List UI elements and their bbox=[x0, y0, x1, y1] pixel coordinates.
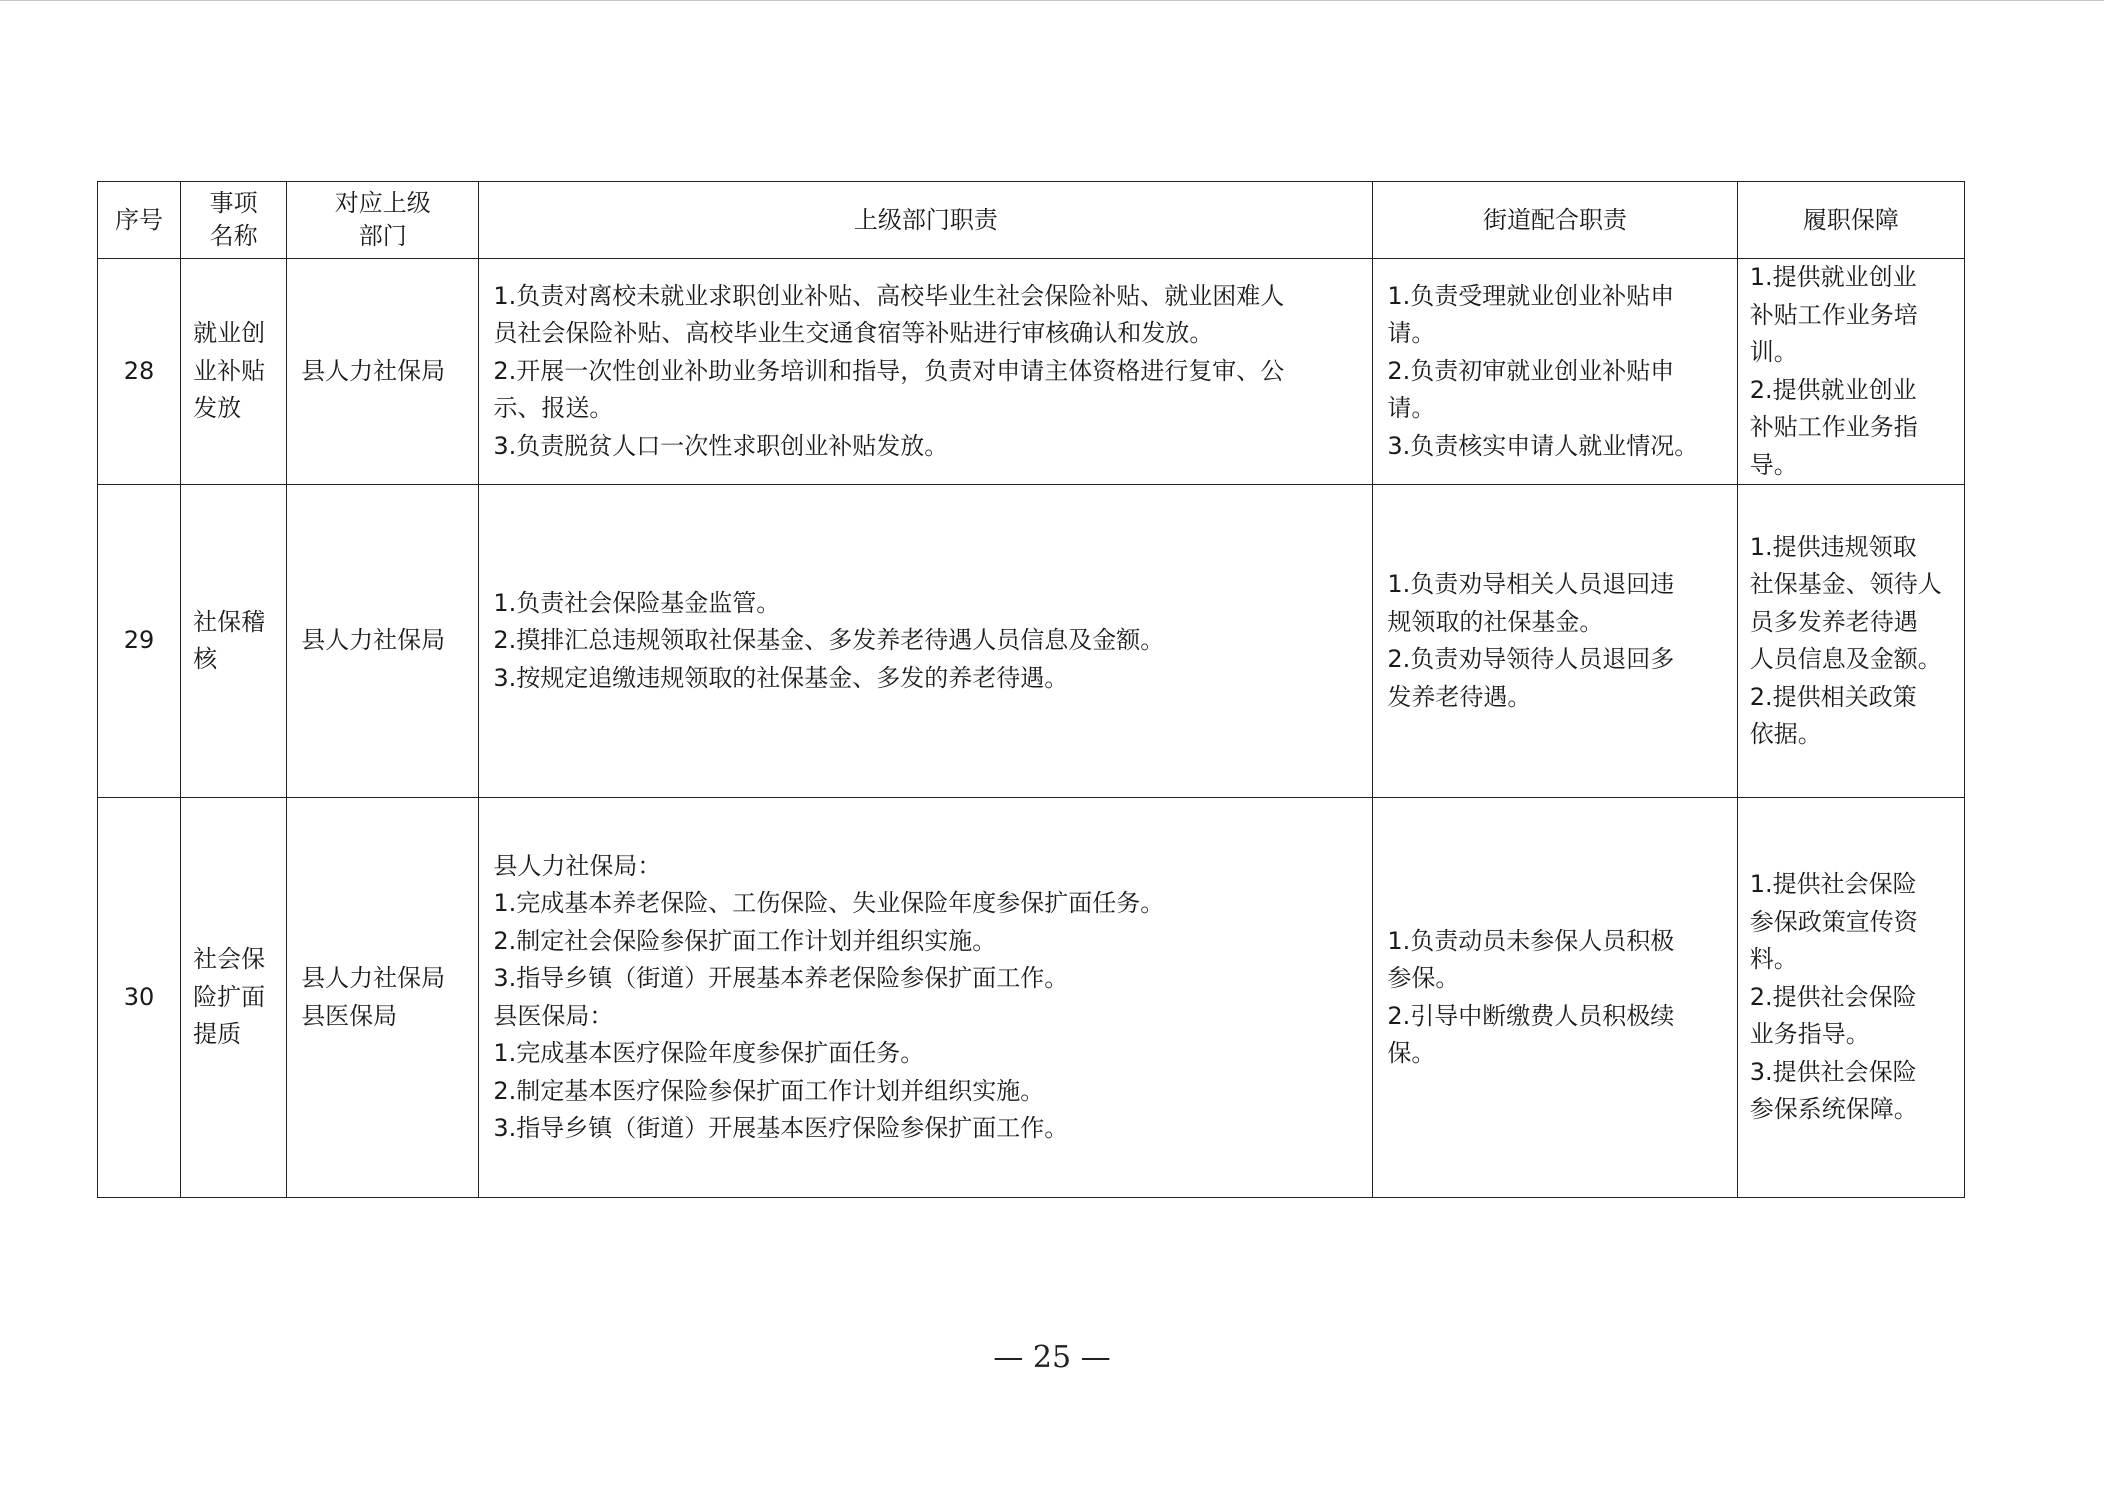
superior-duty-cell: 1.负责社会保险基金监管。 2.摸排汇总违规领取社保基金、多发养老待遇人员信息及金额。 3.按规定追缴违规领取的社保基金、多发的养老待遇。 bbox=[479, 485, 1373, 798]
guarantee-cell: 1.提供社会保险 参保政策宣传资 料。 2.提供社会保险 业务指导。 3.提供社会保险 参保系统保障。 bbox=[1737, 798, 1964, 1198]
superior-duty-cell: 县人力社保局： 1.完成基本养老保险、工伤保险、失业保险年度参保扩面任务。 2.制定社会保险参保扩面工作计划并组织实施。 3.指导乡镇（街道）开展基本养老保险参保扩面工作。 县医保局： 1.完成基本医疗保险年度参保扩面任务。 2.制定基本医疗保险参保扩面工作计划并组织实施。 3.指导乡镇（街道）开展基本医疗保险参保扩面工作。 bbox=[479, 798, 1373, 1198]
street-duty-cell: 1.负责受理就业创业补贴申 请。 2.负责初审就业创业补贴申 请。 3.负责核实申请人就业情况。 bbox=[1373, 259, 1737, 485]
header-superior-duty: 上级部门职责 bbox=[479, 182, 1373, 259]
header-no: 序号 bbox=[98, 182, 181, 259]
header-item-name: 事项 名称 bbox=[181, 182, 287, 259]
row-number: 30 bbox=[98, 798, 181, 1198]
header-guarantee: 履职保障 bbox=[1737, 182, 1964, 259]
table-body bbox=[98, 259, 1965, 1198]
table-row bbox=[98, 259, 1965, 485]
item-name-cell: 社会保 险扩面 提质 bbox=[181, 798, 287, 1198]
superior-dept-cell: 县人力社保局 县医保局 bbox=[287, 798, 479, 1198]
header-row bbox=[98, 182, 1965, 259]
header-superior-dept: 对应上级 部门 bbox=[287, 182, 479, 259]
row-number: 28 bbox=[98, 259, 181, 485]
street-duty-cell: 1.负责动员未参保人员积极 参保。 2.引导中断缴费人员积极续 保。 bbox=[1373, 798, 1737, 1198]
superior-dept-cell: 县人力社保局 bbox=[287, 485, 479, 798]
page-top-rule bbox=[0, 0, 2104, 1]
table-row bbox=[98, 798, 1965, 1198]
duty-table bbox=[97, 181, 1965, 1198]
table-row bbox=[98, 485, 1965, 798]
item-name-cell: 就业创 业补贴 发放 bbox=[181, 259, 287, 485]
superior-duty-cell: 1.负责对离校未就业求职创业补贴、高校毕业生社会保险补贴、就业困难人 员社会保险补贴、高校毕业生交通食宿等补贴进行审核确认和发放。 2.开展一次性创业补助业务培训和指导，负责对申请主体资格进行复审、公 示、报送。 3.负责脱贫人口一次性求职创业补贴发放。 bbox=[479, 259, 1373, 485]
header-street-duty: 街道配合职责 bbox=[1373, 182, 1737, 259]
row-number: 29 bbox=[98, 485, 181, 798]
page-number: — 25 — bbox=[993, 1340, 1111, 1375]
guarantee-cell: 1.提供违规领取 社保基金、领待人 员多发养老待遇 人员信息及金额。 2.提供相关政策 依据。 bbox=[1737, 485, 1964, 798]
item-name-cell: 社保稽 核 bbox=[181, 485, 287, 798]
table-header bbox=[98, 182, 1965, 259]
street-duty-cell: 1.负责劝导相关人员退回违 规领取的社保基金。 2.负责劝导领待人员退回多 发养老待遇。 bbox=[1373, 485, 1737, 798]
guarantee-cell: 1.提供就业创业 补贴工作业务培 训。 2.提供就业创业 补贴工作业务指 导。 bbox=[1737, 259, 1964, 485]
superior-dept-cell: 县人力社保局 bbox=[287, 259, 479, 485]
